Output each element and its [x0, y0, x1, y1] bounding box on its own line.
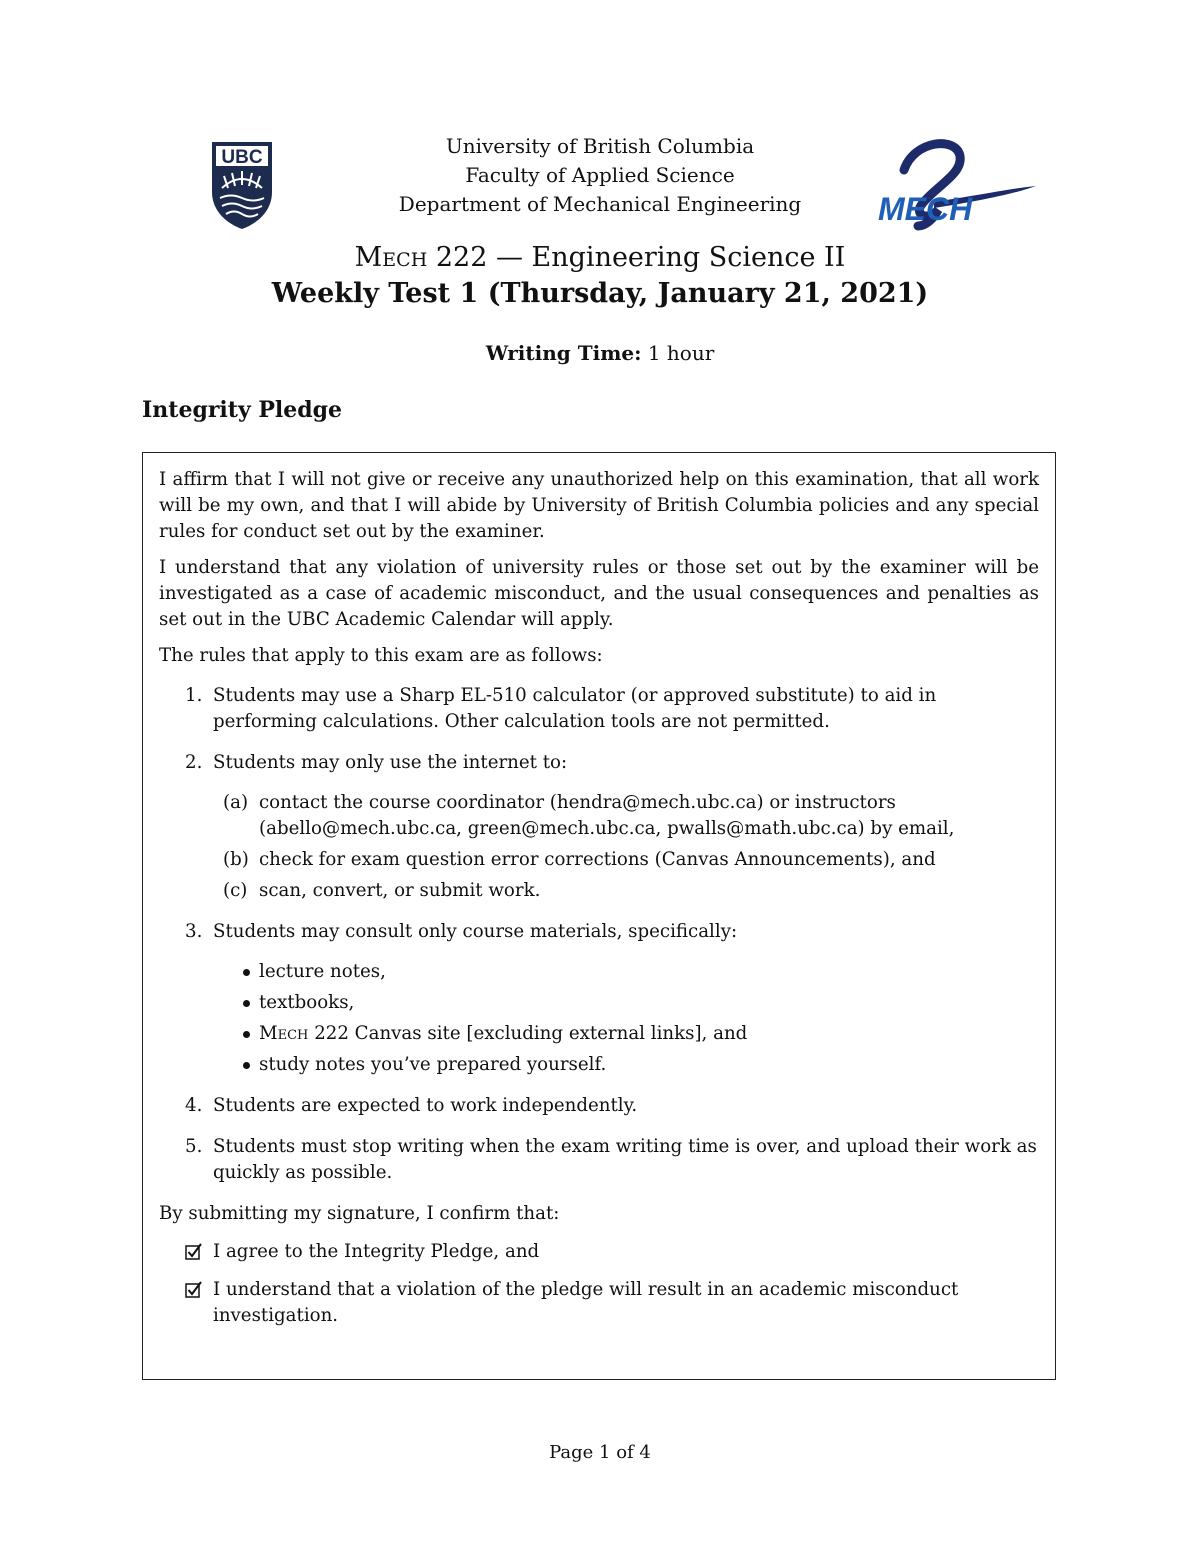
- rule-number: 3.: [185, 921, 203, 942]
- rule-text: Students may consult only course materials, specifically:: [213, 921, 738, 942]
- course-title: [0, 240, 1200, 276]
- rule-number: 1.: [185, 685, 203, 706]
- course-code-inline: Mech: [259, 1023, 309, 1044]
- rule-text: Students may only use the internet to:: [213, 752, 568, 773]
- course-code: Mech: [354, 242, 428, 273]
- pledge-box: [142, 452, 1056, 1380]
- sublist-text: check for exam question error corrections (Canvas Announcements), and: [259, 849, 936, 870]
- rule-item: [159, 1134, 1039, 1186]
- rule-text: Students must stop writing when the exam writing time is over, and upload their work as quickly as possible.: [213, 1136, 1037, 1183]
- rules-list: [159, 683, 1039, 1186]
- faculty-name: Faculty of Applied Science: [465, 163, 735, 187]
- writing-time: [0, 341, 1200, 365]
- materials-list: [213, 959, 1039, 1078]
- writing-time-value: 1 hour: [641, 341, 715, 365]
- mech-department-logo: [874, 136, 1039, 231]
- confirm-item: [159, 1277, 1039, 1329]
- rule-item: [159, 683, 1039, 735]
- materials-text: textbooks,: [259, 992, 355, 1013]
- internet-sublist: [213, 790, 1039, 904]
- confirm-text: I understand that a violation of the pledge will result in an academic misconduct investigation.: [213, 1279, 959, 1326]
- confirm-item: [159, 1239, 1039, 1265]
- sublist-letter: (c): [223, 880, 248, 901]
- materials-text: study notes you’ve prepared yourself.: [259, 1054, 607, 1075]
- rule-text: Students may use a Sharp EL-510 calculator (or approved substitute) to aid in performing calculations. Other calculation tools are not permitted.: [213, 685, 937, 732]
- sublist-text: scan, convert, or submit work.: [259, 880, 541, 901]
- pledge-paragraph-2: I understand that any violation of university rules or those set out by the examiner will be investigated as a case of academic misconduct, and the usual consequences and penalties as set out in the UBC Academic Calendar will apply.: [159, 557, 1039, 630]
- document-header: [0, 128, 1200, 238]
- bullet-icon: [243, 1031, 250, 1038]
- materials-text: lecture notes,: [259, 961, 386, 982]
- materials-text: 222 Canvas site [excluding external links], and: [308, 1023, 748, 1044]
- rule-number: 4.: [185, 1095, 203, 1116]
- bullet-icon: [243, 1062, 250, 1069]
- rule-item: [159, 750, 1039, 904]
- sublist-item: [213, 790, 1039, 842]
- department-name: Department of Mechanical Engineering: [398, 192, 802, 216]
- rule-text: Students are expected to work independently.: [213, 1095, 638, 1116]
- university-name: University of British Columbia: [445, 134, 755, 158]
- rule-number: 2.: [185, 752, 203, 773]
- bullet-icon: [243, 969, 250, 976]
- rule-item: [159, 1093, 1039, 1119]
- materials-item: [213, 1021, 1039, 1047]
- materials-item: [213, 1052, 1039, 1078]
- title-block: [0, 240, 1200, 312]
- test-title: Weekly Test 1 (Thursday, January 21, 2021): [271, 278, 929, 309]
- materials-item: [213, 959, 1039, 985]
- writing-time-label: Writing Time:: [485, 341, 642, 365]
- rules-intro: The rules that apply to this exam are as follows:: [159, 645, 603, 666]
- rule-item: [159, 919, 1039, 1078]
- section-heading: Integrity Pledge: [142, 397, 343, 423]
- page-number: Page 1 of 4: [549, 1442, 651, 1463]
- svg-text:UBC: UBC: [221, 147, 263, 168]
- bullet-icon: [243, 1000, 250, 1007]
- confirm-text: I agree to the Integrity Pledge, and: [213, 1241, 540, 1262]
- sublist-text: contact the course coordinator (hendra@mech.ubc.ca) or instructors (abello@mech.ubc.ca, green@mech.ubc.ca, pwalls@math.ubc.ca) by email,: [259, 792, 955, 839]
- course-name: 222 — Engineering Science II: [427, 242, 846, 273]
- checked-box-icon: [185, 1281, 202, 1298]
- sublist-letter: (a): [223, 792, 249, 813]
- sublist-letter: (b): [223, 849, 249, 870]
- sublist-item: [213, 847, 1039, 873]
- materials-item: [213, 990, 1039, 1016]
- checked-box-icon: [185, 1243, 202, 1260]
- rule-number: 5.: [185, 1136, 203, 1157]
- sublist-item: [213, 878, 1039, 904]
- confirm-intro: By submitting my signature, I confirm that:: [159, 1203, 560, 1224]
- svg-text:MECH: MECH: [878, 191, 973, 227]
- pledge-paragraph-1: I affirm that I will not give or receive any unauthorized help on this examination, that all work will be my own, and that I will abide by University of British Columbia policies and any special rules for conduct set out by the examiner.: [159, 469, 1039, 542]
